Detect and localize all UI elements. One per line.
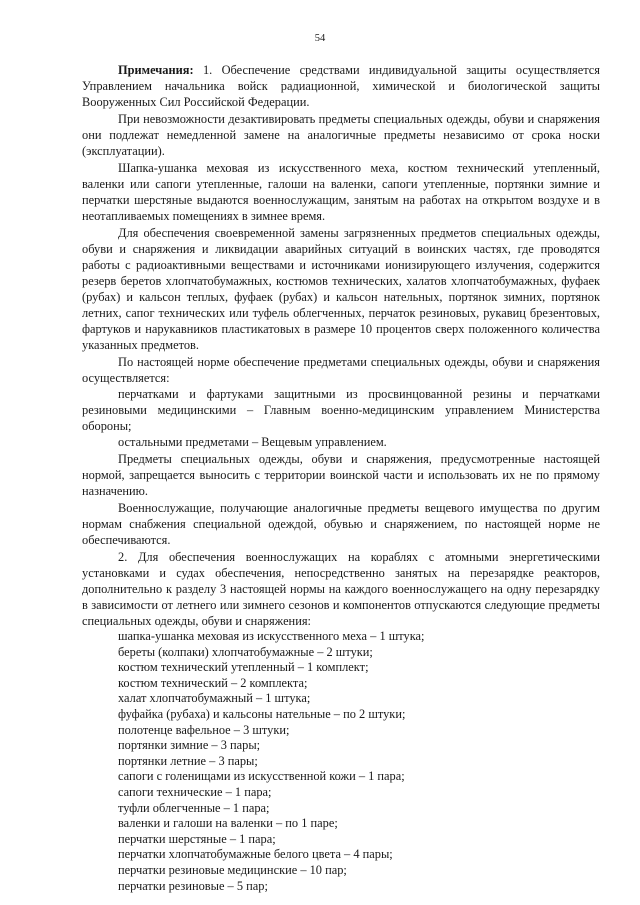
list-item: береты (колпаки) хлопчатобумажные – 2 штуки; bbox=[118, 644, 373, 659]
paragraph-reactor-reload: 2. Для обеспечения военнослужащих на кораблях с атомными энергетическими установками и судах обеспечения, непосредственно занятых на перезарядке реакторов, дополнительно к разделу 3 настоящей нормы на каждого военнослужащего на одну перезарядку в зависимости от летнего или зимнего сезонов и компонентов отпускаются следующие предметы специальных одежды, обуви и снаряжения: bbox=[82, 550, 600, 628]
document-body bbox=[82, 62, 600, 894]
paragraph-reserve: Для обеспечения своевременной замены загрязненных предметов специальных одежды, обуви и снаряжения и ликвидации аварийных ситуаций в воинских частях, где проводятся работы с радиоактивными веществами и источниками ионизирующего излучения, содержится резерв беретов хлопчатобумажных, костюмов технических, халатов хлопчатобумажных, фуфаек (рубах) и кальсон теплых, фуфаек (рубах) и кальсон нательных, портянок зимних, портянок летних, сапог технических или туфель облегченных, перчаток резиновых, рукавиц брезентовых, фартуков и нарукавников пластикатовых в размере 10 процентов сверх положенного количества указанных предметов. bbox=[82, 226, 600, 352]
paragraph-supply-other: остальными предметами – Вещевым управлением. bbox=[118, 435, 387, 449]
list-item: перчатки резиновые – 5 пар; bbox=[118, 878, 268, 893]
list-item: костюм технический – 2 комплекта; bbox=[118, 675, 308, 690]
list-item: полотенце вафельное – 3 штуки; bbox=[118, 722, 290, 737]
list-item: туфли облегченные – 1 пара; bbox=[118, 800, 270, 815]
page-number: 54 bbox=[314, 33, 326, 44]
list-item: валенки и галоши на валенки – по 1 паре; bbox=[118, 816, 338, 831]
list-item: портянки летние – 3 пары; bbox=[118, 753, 258, 768]
list-item: портянки зимние – 3 пары; bbox=[118, 738, 261, 753]
paragraph-supply-intro: По настоящей норме обеспечение предметами специальных одежды, обуви и снаряжения осуществляется: bbox=[82, 355, 600, 385]
list-item: шапка-ушанка меховая из искусственного меха – 1 штука; bbox=[118, 629, 425, 643]
list-item: фуфайка (рубаха) и кальсоны нательные – по 2 штуки; bbox=[118, 706, 406, 721]
paragraph-prohibition: Предметы специальных одежды, обуви и снаряжения, предусмотренные настоящей нормой, запрещается выносить с территории воинской части и использовать их не по прямому назначению. bbox=[82, 452, 600, 498]
paragraph-notes-1 bbox=[82, 62, 600, 110]
paragraph-decontamination: При невозможности дезактивировать предметы специальных одежды, обуви и снаряжения они подлежат немедленной замене на аналогичные предметы независимо от срока носки (эксплуатации). bbox=[82, 112, 600, 158]
paragraph-winter-items: Шапка-ушанка меховая из искусственного меха, костюм технический утепленный, валенки или сапоги утепленные, галоши на валенки, сапоги утепленные, портянки зимние и перчатки шерстяные выдаются военнослужащим, занятым на работах на открытом воздухе и в неотапливаемых помещениях в зимнее время. bbox=[82, 161, 600, 223]
notes-label: Примечания: bbox=[118, 63, 194, 77]
list-item: сапоги с голенищами из искусственной кожи – 1 пара; bbox=[118, 769, 405, 784]
list-item: перчатки хлопчатобумажные белого цвета – 4 пары; bbox=[118, 847, 393, 862]
paragraph-supply-medical: перчатками и фартуками защитными из просвинцованной резины и перчатками резиновыми медицинскими – Главным военно-медицинским управлением Министерства обороны; bbox=[82, 387, 600, 433]
items-list bbox=[82, 629, 600, 894]
list-item: халат хлопчатобумажный – 1 штука; bbox=[118, 691, 311, 706]
paragraph-other-norms: Военнослужащие, получающие аналогичные предметы вещевого имущества по другим нормам снабжения специальной одеждой, обувью и снаряжением, по настоящей норме не обеспечиваются. bbox=[82, 501, 600, 547]
list-item: перчатки резиновые медицинские – 10 пар; bbox=[118, 862, 347, 877]
paragraph-notes-1-text: 1. Обеспечение средствами индивидуальной защиты осуществляется Управлением начальника войск радиационной, химической и биологической защиты Вооруженных Сил Российской Федерации. bbox=[82, 63, 600, 109]
list-item: перчатки шерстяные – 1 пара; bbox=[118, 831, 276, 846]
list-item: костюм технический утепленный – 1 комплект; bbox=[118, 660, 369, 675]
list-item: сапоги технические – 1 пара; bbox=[118, 784, 272, 799]
